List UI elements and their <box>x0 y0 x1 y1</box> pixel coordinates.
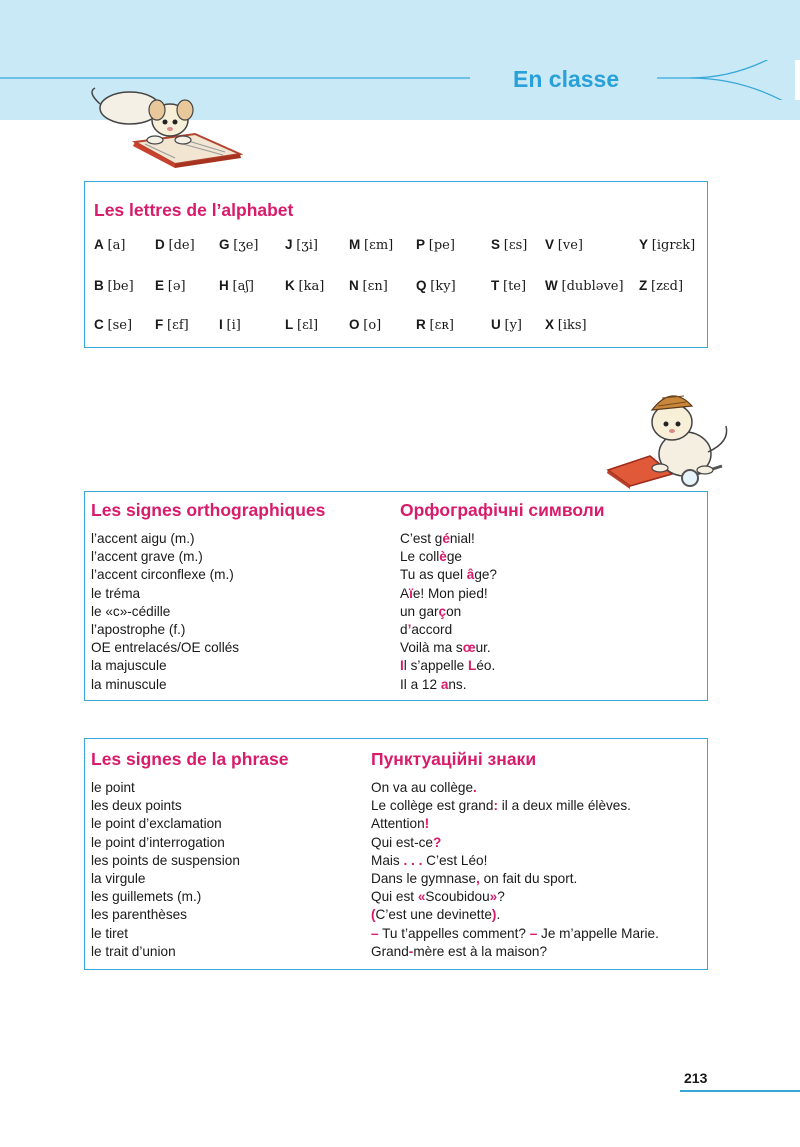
highlighted-sign: – <box>529 925 538 941</box>
pronunciation: [ky] <box>430 279 456 294</box>
orthographic-terms-list <box>91 530 239 694</box>
punctuation-title-ua: Пунктуаційні знаки <box>371 749 537 769</box>
term-item: les points de suspension <box>91 852 240 868</box>
highlighted-sign: ï <box>409 585 413 601</box>
pronunciation: [be] <box>107 279 134 294</box>
highlighted-sign: â <box>466 567 475 583</box>
example-text: Qui est <box>371 889 418 905</box>
letter: G <box>219 237 230 252</box>
highlighted-sign: - <box>408 943 414 959</box>
highlighted-sign: a <box>440 676 449 692</box>
alphabet-letter-l <box>285 317 318 333</box>
letter: W <box>545 278 558 293</box>
example-item <box>371 943 659 961</box>
pronunciation: [ka] <box>298 279 325 294</box>
pronunciation: [ɛf] <box>167 318 189 333</box>
pronunciation: [a] <box>107 238 126 253</box>
letter: V <box>545 237 555 252</box>
letter: J <box>285 237 293 252</box>
alphabet-letter-h <box>219 278 254 294</box>
letter: H <box>219 278 229 293</box>
punctuation-box <box>84 738 708 970</box>
example-item <box>400 639 497 657</box>
example-text: l s’appelle <box>403 658 469 674</box>
highlighted-sign: ) <box>491 907 497 923</box>
term-item: l’accent circonflexe (m.) <box>91 567 234 583</box>
example-item <box>400 530 497 548</box>
example-text: on <box>446 603 462 619</box>
term-item: l’accent grave (m.) <box>91 549 203 565</box>
example-text: ge? <box>474 567 497 583</box>
example-text: Tu as quel <box>400 567 467 583</box>
example-text: C’est g <box>400 531 443 546</box>
example-text: e! Mon pied! <box>412 585 488 601</box>
example-text: Tu t’appelles comment? <box>378 925 530 941</box>
alphabet-letter-u <box>491 317 522 333</box>
example-text: ns. <box>448 676 467 692</box>
highlighted-sign: è <box>439 549 447 565</box>
alphabet-title: Les lettres de l’alphabet <box>94 200 294 220</box>
highlighted-sign: » <box>489 889 498 905</box>
example-text: Qui est-ce <box>371 834 433 850</box>
example-text: mère est à la maison? <box>413 943 548 959</box>
alphabet-letter-i <box>219 317 241 333</box>
example-item <box>371 925 659 943</box>
example-item <box>371 870 659 888</box>
pronunciation: [de] <box>168 238 195 253</box>
example-item <box>371 779 659 797</box>
example-item <box>371 906 659 924</box>
example-item <box>400 603 497 621</box>
highlighted-sign: . . . <box>403 852 423 868</box>
term-item: les guillemets (m.) <box>91 889 202 905</box>
alphabet-letter-e <box>155 278 186 294</box>
alphabet-letter-r <box>416 317 454 333</box>
alphabet-letter-f <box>155 317 189 333</box>
example-text: Mais <box>371 852 404 868</box>
example-text: . <box>496 907 501 923</box>
alphabet-letter-t <box>491 278 526 294</box>
alphabet-letter-c <box>94 317 132 333</box>
letter: I <box>219 317 223 332</box>
term-item: les parenthèses <box>91 907 187 923</box>
letter: C <box>94 317 104 332</box>
highlighted-sign: ? <box>432 834 442 850</box>
highlighted-sign: œ <box>462 640 476 656</box>
example-text: A <box>400 585 410 601</box>
pronunciation: [ɛs] <box>503 238 528 253</box>
letter: N <box>349 278 359 293</box>
term-item: le trait d’union <box>91 943 176 959</box>
alphabet-letter-a <box>94 237 125 253</box>
alphabet-letter-p <box>416 237 455 253</box>
letter: X <box>545 317 555 332</box>
pronunciation: [se] <box>107 318 133 333</box>
orthographic-signs-box <box>84 491 708 701</box>
term-item: le point d’exclamation <box>91 816 222 832</box>
example-item <box>371 834 659 852</box>
pronunciation: [zɛd] <box>651 279 684 294</box>
example-item <box>400 585 497 603</box>
alphabet-letter-w <box>545 278 624 294</box>
letter: E <box>155 278 165 293</box>
example-text: C’est Léo! <box>422 852 488 868</box>
example-text: Attention <box>371 816 425 832</box>
punctuation-examples-list <box>371 779 659 961</box>
punctuation-title-fr: Les signes de la phrase <box>91 749 289 769</box>
example-text: Le coll <box>400 549 440 565</box>
alphabet-letter-g <box>219 237 258 253</box>
term-item: la majuscule <box>91 658 167 674</box>
pronunciation: [ɛn] <box>362 279 388 294</box>
example-text: on fait du sport. <box>479 871 578 887</box>
pronunciation: [dubləve] <box>561 279 624 294</box>
example-item <box>400 548 497 566</box>
letter: U <box>491 317 501 332</box>
term-item: le tréma <box>91 585 141 601</box>
highlighted-sign: ’ <box>407 622 412 638</box>
letter: A <box>94 237 104 252</box>
example-text: On va au collège <box>371 780 474 795</box>
detective-cat-illustration <box>600 382 740 492</box>
pronunciation: [pe] <box>428 238 455 253</box>
example-item <box>371 797 659 815</box>
example-text: Je m’appelle Marie. <box>537 925 659 941</box>
highlighted-sign: I <box>400 658 404 674</box>
term-item: les deux points <box>91 798 182 814</box>
pronunciation: [ʒi] <box>296 238 318 253</box>
letter: Q <box>416 278 427 293</box>
example-text: éo. <box>476 658 496 674</box>
letter: R <box>416 317 426 332</box>
example-text: ? <box>497 889 505 905</box>
punctuation-terms-list <box>91 779 240 961</box>
letter: M <box>349 237 361 252</box>
letter: Z <box>639 278 648 293</box>
highlighted-sign: ( <box>371 907 376 923</box>
term-item: l’accent aigu (m.) <box>91 531 195 546</box>
term-item: l’apostrophe (f.) <box>91 622 186 638</box>
alphabet-letter-d <box>155 237 195 253</box>
alphabet-letter-j <box>285 237 318 253</box>
alphabet-letter-x <box>545 317 587 333</box>
example-text: nial! <box>449 531 475 546</box>
letter: Y <box>639 237 649 252</box>
example-item <box>371 852 659 870</box>
letter: K <box>285 278 295 293</box>
term-item: le tiret <box>91 925 129 941</box>
orthographic-examples-list <box>400 530 497 694</box>
term-item: le point <box>91 780 135 795</box>
alphabet-letter-b <box>94 278 134 294</box>
highlighted-sign: : <box>493 798 498 814</box>
example-text: Le collège est grand <box>371 798 494 814</box>
pronunciation: [ɛm] <box>364 238 394 253</box>
highlighted-sign: « <box>417 889 426 905</box>
term-item: la minuscule <box>91 676 167 692</box>
pronunciation: [aʃ] <box>232 279 254 294</box>
alphabet-letter-v <box>545 237 583 253</box>
example-item <box>400 657 497 675</box>
section-title: En classe <box>513 66 620 92</box>
example-text: accord <box>411 622 453 638</box>
example-text: ge <box>446 549 462 565</box>
highlighted-sign: – <box>371 925 379 941</box>
term-item: la virgule <box>91 871 146 887</box>
letter: L <box>285 317 294 332</box>
example-text: Voilà ma s <box>400 640 463 656</box>
pronunciation: [ʒe] <box>233 238 259 253</box>
page-number-line <box>680 1090 800 1092</box>
term-item: le point d’interrogation <box>91 834 225 850</box>
example-item <box>400 676 497 694</box>
alphabet-letter-s <box>491 237 527 253</box>
letter: B <box>94 278 104 293</box>
orthographic-title-fr: Les signes orthographiques <box>91 500 326 520</box>
example-item <box>371 815 659 833</box>
page-number: 213 <box>684 1070 708 1086</box>
example-text: Dans le gymnase <box>371 871 477 887</box>
highlighted-sign: . <box>473 780 477 795</box>
alphabet-letter-n <box>349 278 388 294</box>
pronunciation: [igrɛk] <box>651 238 696 253</box>
example-text: Il a 12 <box>400 676 441 692</box>
highlighted-sign: é <box>442 531 450 546</box>
alphabet-letter-k <box>285 278 324 294</box>
example-text: Scoubidou <box>425 889 490 905</box>
highlighted-sign: L <box>468 658 477 674</box>
letter: F <box>155 317 164 332</box>
example-text: ur. <box>475 640 491 656</box>
alphabet-letter-q <box>416 278 456 294</box>
term-item: le «c»-cédille <box>91 603 171 619</box>
term-item: OE entrelacés/OE collés <box>91 640 240 656</box>
highlighted-sign: ! <box>424 816 430 832</box>
pronunciation: [ɛl] <box>297 318 319 333</box>
pronunciation: [ɛʀ] <box>429 318 454 333</box>
pronunciation: [i] <box>226 318 241 333</box>
alphabet-box <box>84 181 708 348</box>
pronunciation: [o] <box>363 318 382 333</box>
alphabet-letter-m <box>349 237 393 253</box>
letter: D <box>155 237 165 252</box>
letter: S <box>491 237 501 252</box>
alphabet-letter-y <box>639 237 695 253</box>
example-text: d <box>400 622 408 638</box>
pronunciation: [te] <box>503 279 527 294</box>
example-item <box>400 621 497 639</box>
pronunciation: [y] <box>504 318 523 333</box>
alphabet-letter-o <box>349 317 381 333</box>
example-text: il a deux mille élèves. <box>497 798 631 814</box>
letter: T <box>491 278 500 293</box>
example-text: Grand <box>371 943 409 959</box>
example-item <box>371 888 659 906</box>
highlighted-sign: , <box>476 871 480 887</box>
cat-reading-book-illustration <box>75 82 250 172</box>
letter: O <box>349 317 360 332</box>
example-text: un gar <box>400 603 439 619</box>
pronunciation: [ə] <box>167 279 186 294</box>
example-text: C’est une devinette <box>375 907 492 923</box>
pronunciation: [iks] <box>557 318 587 333</box>
pronunciation: [ve] <box>557 238 583 253</box>
highlighted-sign: ç <box>438 603 447 619</box>
orthographic-title-ua: Орфографічні символи <box>400 500 605 520</box>
alphabet-letter-z <box>639 278 683 294</box>
letter: P <box>416 237 426 252</box>
example-item <box>400 566 497 584</box>
